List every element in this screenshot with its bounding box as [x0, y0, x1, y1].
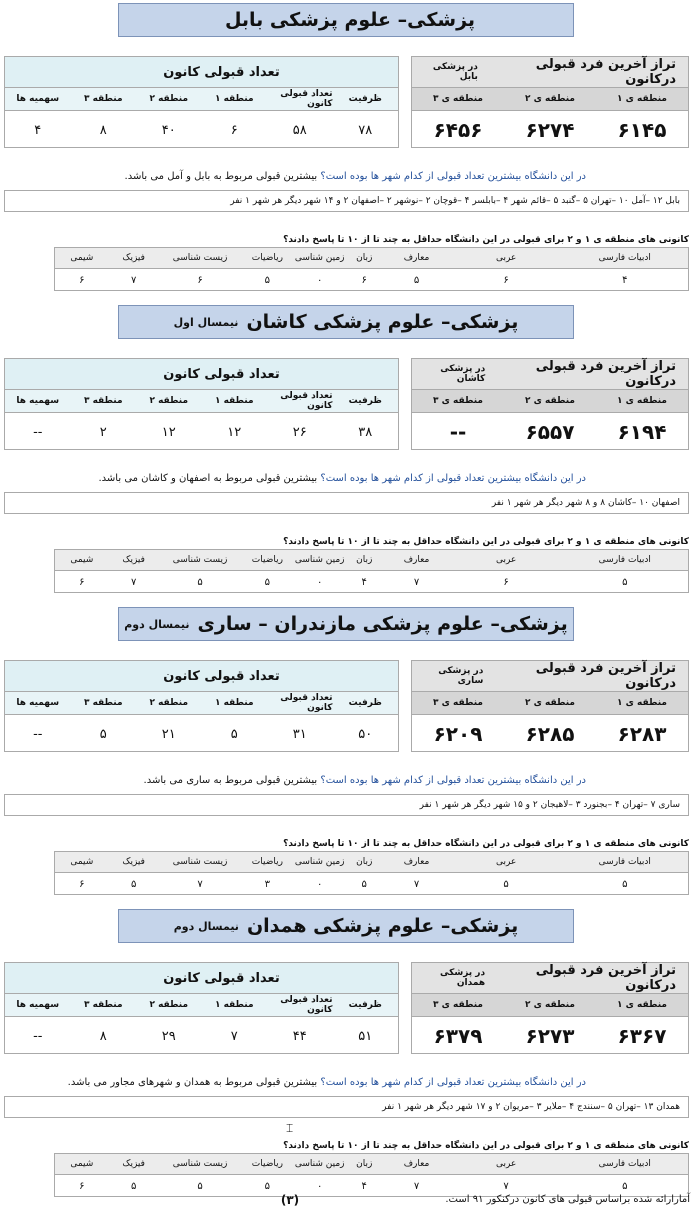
subject-headers-cell: ادبیات فارسی [598, 1159, 651, 1169]
last-values-cell: ۶۱۴۵ [617, 118, 667, 142]
last-admitted-score-table [411, 358, 689, 450]
subject-values-cell: ۷ [130, 576, 137, 588]
section-title: پزشکی– علوم پزشکی همدان [246, 915, 519, 937]
subject-values-cell: ۷ [413, 576, 420, 588]
last-values-cell: ۶۱۹۴ [617, 420, 667, 444]
last-score-value-row [412, 111, 688, 149]
admitted-values-cell: ۲۶ [292, 424, 307, 440]
admitted-headers-cell: منطقه ۳ [83, 1000, 123, 1010]
section-subtitle: نیمسال اول [173, 315, 239, 329]
subject-values-cell: ۰ [316, 878, 323, 890]
subjects-question: کانونی های منطقه ی ۱ و ۲ برای قبولی در این دانشگاه حداقل به چند تا از ۱۰ تا پاسخ دادند؟ [283, 235, 689, 245]
section-title: پزشکی– علوم پزشکی مازندران – ساری [197, 613, 568, 635]
subject-values-cell: ۴ [622, 274, 628, 286]
admitted-values-cell: ۳۱ [292, 726, 307, 742]
subject-values-cell: ۵ [197, 576, 203, 588]
admitted-count-title: تعداد قبولی کانون [5, 661, 398, 692]
subject-values-cell: ۶ [79, 878, 85, 890]
footer-note: آمارارائه شده براساس قبولی های کانون درکنکور ۹۱ است. [445, 1194, 690, 1205]
admitted-values-cell: ۸ [99, 1028, 107, 1044]
admitted-headers-cell: منطقه ۲ [149, 698, 189, 708]
last-score-title: تراز آخرین فرد قبولی درکانون در پزشکی همدان [412, 963, 688, 994]
section-title: پزشکی– علوم پزشکی کاشان [246, 311, 519, 333]
last-score-header-row [412, 88, 688, 111]
admitted-headers-cell: منطقه ۲ [149, 396, 189, 406]
admitted-count-table [4, 962, 399, 1054]
text-cursor-icon: ⌶ [286, 1121, 294, 1135]
last-headers-cell: منطقه ی ۲ [525, 396, 575, 406]
section-subtitle: نیمسال دوم [124, 617, 190, 631]
admitted-headers-cell: ظرفیت [348, 396, 382, 406]
subjects-header-row [55, 248, 688, 269]
subject-headers-cell: معارف [403, 857, 430, 867]
admitted-values-cell: ۵۱ [358, 1028, 373, 1044]
admitted-values-cell: ۴۰ [161, 122, 176, 138]
university-section [0, 302, 700, 604]
cities-answer: بابل ۱۲ –آمل ۱۰ –تهران ۵ –گنبد ۵ –قائم شهر ۴ –بابلسر ۴ –قوچان ۲ –نوشهر ۲ –اصفهان ۲ و ۱۴ شهر دیگر هر شهر ۱ نفر [4, 190, 689, 212]
admitted-headers-cell: منطقه ۱ [214, 94, 254, 104]
admitted-values-cell: ۷ [230, 1028, 238, 1044]
admitted-values-cell: ۶ [230, 122, 238, 138]
admitted-values-cell: ۲ [99, 424, 107, 440]
admitted-headers-cell: ظرفیت [348, 1000, 382, 1010]
admitted-header-row [5, 994, 398, 1017]
admitted-headers-cell: سهمیه ها [16, 396, 60, 406]
last-score-title: تراز آخرین فرد قبولی درکانون در پزشکی بابل [412, 57, 688, 88]
university-section [0, 906, 700, 1208]
last-headers-cell: منطقه ی ۲ [525, 94, 575, 104]
subject-values-cell: ۷ [130, 274, 137, 286]
subjects-question: کانونی های منطقه ی ۱ و ۲ برای قبولی در این دانشگاه حداقل به چند تا از ۱۰ تا پاسخ دادند؟ [283, 1141, 689, 1151]
cities-answer: همدان ۱۳ –تهران ۵ –سنندج ۴ –ملایر ۳ –مریوان ۲ و ۱۷ شهر دیگر هر شهر ۱ نفر [4, 1096, 689, 1118]
admitted-headers-cell: منطقه ۱ [214, 698, 254, 708]
admitted-count-table [4, 358, 399, 450]
last-admitted-score-table [411, 56, 689, 148]
admitted-values-cell: ۴۴ [292, 1028, 307, 1044]
last-values-cell: ۶۴۵۶ [433, 118, 483, 142]
subject-values-cell: ۳ [264, 878, 271, 890]
admitted-header-row [5, 88, 398, 111]
last-score-value-row [412, 1017, 688, 1055]
last-headers-cell: منطقه ی ۱ [617, 94, 667, 104]
admitted-values-cell: ۵ [230, 726, 238, 742]
subjects-table [54, 851, 689, 895]
last-headers-cell: منطقه ی ۳ [433, 396, 483, 406]
subject-headers-cell: معارف [403, 555, 430, 565]
admitted-headers-cell: منطقه ۱ [214, 396, 254, 406]
admitted-headers-cell: منطقه ۳ [83, 94, 123, 104]
last-headers-cell: منطقه ی ۱ [617, 396, 667, 406]
last-values-cell: ۶۲۸۵ [525, 722, 575, 746]
subjects-table [54, 247, 689, 291]
last-score-value-row [412, 715, 688, 753]
admitted-count-title: تعداد قبولی کانون [5, 963, 398, 994]
admitted-values-cell: ۵ [99, 726, 107, 742]
subject-headers-cell: زبان [356, 253, 373, 263]
admitted-headers-cell: ظرفیت [348, 94, 382, 104]
admitted-values-cell: ۵۰ [358, 726, 373, 742]
subject-values-cell: ۵ [622, 576, 628, 588]
subject-headers-cell: معارف [403, 253, 430, 263]
subject-headers-cell: فیزیک [122, 1159, 145, 1169]
subject-headers-cell: زبان [356, 555, 373, 565]
subject-values-cell: ۵ [264, 274, 271, 286]
last-headers-cell: منطقه ی ۳ [433, 1000, 483, 1010]
admitted-headers-cell: سهمیه ها [16, 698, 60, 708]
subject-values-cell: ۵ [130, 1180, 137, 1192]
subject-headers-cell: زیست شناسی [172, 253, 228, 263]
admitted-value-row [5, 1017, 398, 1055]
admitted-header-row [5, 692, 398, 715]
subject-values-cell: ۷ [197, 878, 203, 890]
last-admitted-score-table [411, 962, 689, 1054]
last-score-value-row [412, 413, 688, 451]
subject-headers-cell: ادبیات فارسی [598, 857, 651, 867]
subject-values-cell: ۷ [413, 878, 420, 890]
last-headers-cell: منطقه ی ۲ [525, 1000, 575, 1010]
admitted-headers-cell: تعداد قبولی کانون [280, 89, 333, 109]
admitted-headers-cell: منطقه ۲ [149, 94, 189, 104]
subject-headers-cell: عربی [495, 253, 517, 263]
last-score-title: تراز آخرین فرد قبولی درکانون در پزشکی کاشان [412, 359, 688, 390]
section-title-bar [118, 607, 574, 641]
page-number: (۳) [280, 1193, 300, 1207]
subjects-header-row [55, 550, 688, 571]
last-values-cell: ۶۲۸۳ [617, 722, 667, 746]
admitted-values-cell: ۴ [34, 122, 42, 138]
last-values-cell: ۶۲۰۹ [433, 722, 483, 746]
section-title-bar [118, 909, 574, 943]
last-values-cell: ۶۳۷۹ [433, 1024, 483, 1048]
admitted-headers-cell: تعداد قبولی کانون [280, 995, 333, 1015]
admitted-count-table [4, 56, 399, 148]
subject-values-cell: ۵ [264, 1180, 271, 1192]
subject-headers-cell: زبان [356, 1159, 373, 1169]
admitted-values-cell: -- [33, 424, 43, 440]
subjects-table [54, 1153, 689, 1197]
subject-values-cell: ۴ [361, 1180, 367, 1192]
city-question: در این دانشگاه بیشترین تعداد قبولی از کدام شهر ها بوده است؟ بیشترین قبولی مربوط به ساری می باشد. [143, 775, 586, 786]
admitted-count-title: تعداد قبولی کانون [5, 57, 398, 88]
admitted-value-row [5, 111, 398, 149]
last-score-title: تراز آخرین فرد قبولی درکانون در پزشکی ساری [412, 661, 688, 692]
admitted-values-cell: ۸ [99, 122, 107, 138]
university-section [0, 604, 700, 906]
cities-answer: ساری ۷ –تهران ۴ –بجنورد ۳ –لاهیجان ۲ و ۱۵ شهر دیگر هر شهر ۱ نفر [4, 794, 689, 816]
subject-headers-cell: عربی [495, 1159, 517, 1169]
subject-headers-cell: زبان [356, 857, 373, 867]
subject-headers-cell: ریاضیات [251, 253, 283, 263]
subjects-header-row [55, 1154, 688, 1175]
last-score-header-row [412, 390, 688, 413]
subject-headers-cell: عربی [495, 555, 517, 565]
subject-values-cell: ۰ [316, 1180, 323, 1192]
admitted-values-cell: -- [33, 726, 43, 742]
subject-headers-cell: زیست شناسی [172, 857, 228, 867]
section-title: پزشکی– علوم پزشکی بابل [224, 9, 476, 31]
subject-headers-cell: زمین شناسی [294, 857, 345, 867]
admitted-values-cell: ۱۲ [161, 424, 176, 440]
subjects-header-row [55, 852, 688, 873]
last-score-header-row [412, 994, 688, 1017]
admitted-headers-cell: تعداد قبولی کانون [280, 693, 333, 713]
subject-values-cell: ۶ [197, 274, 203, 286]
subject-values-cell: ۶ [503, 274, 509, 286]
last-values-cell: ۶۳۶۷ [617, 1024, 667, 1048]
subject-values-cell: ۶ [503, 576, 509, 588]
subject-headers-cell: زمین شناسی [294, 555, 345, 565]
admitted-headers-cell: ظرفیت [348, 698, 382, 708]
subject-headers-cell: شیمی [70, 253, 94, 263]
subject-headers-cell: فیزیک [122, 253, 145, 263]
last-headers-cell: منطقه ی ۱ [617, 698, 667, 708]
last-score-header-row [412, 692, 688, 715]
admitted-value-row [5, 715, 398, 753]
subject-headers-cell: ادبیات فارسی [598, 555, 651, 565]
last-headers-cell: منطقه ی ۳ [433, 698, 483, 708]
subject-values-cell: ۵ [622, 878, 628, 890]
subject-headers-cell: زیست شناسی [172, 555, 228, 565]
subjects-question: کانونی های منطقه ی ۱ و ۲ برای قبولی در این دانشگاه حداقل به چند تا از ۱۰ تا پاسخ دادند؟ [283, 839, 689, 849]
admitted-values-cell: ۱۲ [227, 424, 242, 440]
last-values-cell: ۶۵۵۷ [525, 420, 575, 444]
admitted-headers-cell: منطقه ۳ [83, 396, 123, 406]
cities-answer: اصفهان ۱۰ –کاشان ۸ و ۸ شهر دیگر هر شهر ۱ نفر [4, 492, 689, 514]
subject-headers-cell: معارف [403, 1159, 430, 1169]
subject-values-cell: ۵ [622, 1180, 628, 1192]
last-admitted-score-table [411, 660, 689, 752]
subject-headers-cell: شیمی [70, 1159, 94, 1169]
subject-headers-cell: زیست شناسی [172, 1159, 228, 1169]
subject-headers-cell: شیمی [70, 857, 94, 867]
last-headers-cell: منطقه ی ۲ [525, 698, 575, 708]
admitted-values-cell: -- [33, 1028, 43, 1044]
subject-values-cell: ۵ [361, 878, 367, 890]
subjects-value-row [55, 571, 688, 593]
last-values-cell: ۶۲۷۳ [525, 1024, 575, 1048]
admitted-headers-cell: منطقه ۳ [83, 698, 123, 708]
admitted-values-cell: ۲۹ [161, 1028, 176, 1044]
subject-values-cell: ۵ [413, 274, 420, 286]
admitted-header-row [5, 390, 398, 413]
subject-values-cell: ۶ [361, 274, 367, 286]
section-title-bar [118, 305, 574, 339]
university-section [0, 0, 700, 302]
subject-values-cell: ۷ [413, 1180, 420, 1192]
subject-headers-cell: ریاضیات [251, 857, 283, 867]
subject-headers-cell: فیزیک [122, 555, 145, 565]
admitted-headers-cell: منطقه ۲ [149, 1000, 189, 1010]
subject-values-cell: ۶ [79, 576, 85, 588]
city-question: در این دانشگاه بیشترین تعداد قبولی از کدام شهر ها بوده است؟ بیشترین قبولی مربوط به اصفهان و کاشان می باشد. [98, 473, 586, 484]
last-headers-cell: منطقه ی ۳ [433, 94, 483, 104]
subject-values-cell: ۴ [361, 576, 367, 588]
admitted-headers-cell: سهمیه ها [16, 1000, 60, 1010]
subject-headers-cell: عربی [495, 857, 517, 867]
admitted-headers-cell: تعداد قبولی کانون [280, 391, 333, 411]
subject-values-cell: ۵ [130, 878, 137, 890]
subject-headers-cell: ریاضیات [251, 1159, 283, 1169]
admitted-headers-cell: منطقه ۱ [214, 1000, 254, 1010]
subject-headers-cell: ریاضیات [251, 555, 283, 565]
subject-values-cell: ۵ [503, 878, 509, 890]
subject-values-cell: ۵ [264, 576, 271, 588]
subject-values-cell: ۶ [79, 1180, 85, 1192]
admitted-values-cell: ۲۱ [161, 726, 176, 742]
admitted-count-title: تعداد قبولی کانون [5, 359, 398, 390]
section-title-bar [118, 3, 574, 37]
section-subtitle: نیمسال دوم [173, 919, 239, 933]
city-question: در این دانشگاه بیشترین تعداد قبولی از کدام شهر ها بوده است؟ بیشترین قبولی مربوط به همدان و شهرهای مجاور می باشد. [67, 1077, 586, 1088]
subject-values-cell: ۷ [503, 1180, 509, 1192]
subject-headers-cell: زمین شناسی [294, 253, 345, 263]
last-headers-cell: منطقه ی ۱ [617, 1000, 667, 1010]
admitted-values-cell: ۵۸ [292, 122, 307, 138]
last-values-cell: ۶۲۷۴ [525, 118, 575, 142]
admitted-headers-cell: سهمیه ها [16, 94, 60, 104]
subject-values-cell: ۰ [316, 274, 323, 286]
city-question: در این دانشگاه بیشترین تعداد قبولی از کدام شهر ها بوده است؟ بیشترین قبولی مربوط به بابل و آمل می باشد. [124, 171, 586, 182]
subject-values-cell: ۰ [316, 576, 323, 588]
admitted-value-row [5, 413, 398, 451]
subjects-table [54, 549, 689, 593]
admitted-count-table [4, 660, 399, 752]
subject-headers-cell: شیمی [70, 555, 94, 565]
subjects-value-row [55, 873, 688, 895]
admitted-values-cell: ۷۸ [358, 122, 373, 138]
subject-headers-cell: ادبیات فارسی [598, 253, 651, 263]
subject-values-cell: ۶ [79, 274, 85, 286]
admitted-values-cell: ۳۸ [358, 424, 373, 440]
subject-headers-cell: زمین شناسی [294, 1159, 345, 1169]
subject-values-cell: ۵ [197, 1180, 203, 1192]
subjects-question: کانونی های منطقه ی ۱ و ۲ برای قبولی در این دانشگاه حداقل به چند تا از ۱۰ تا پاسخ دادند؟ [283, 537, 689, 547]
last-values-cell: -- [449, 420, 467, 444]
subjects-value-row [55, 269, 688, 291]
subject-headers-cell: فیزیک [122, 857, 145, 867]
